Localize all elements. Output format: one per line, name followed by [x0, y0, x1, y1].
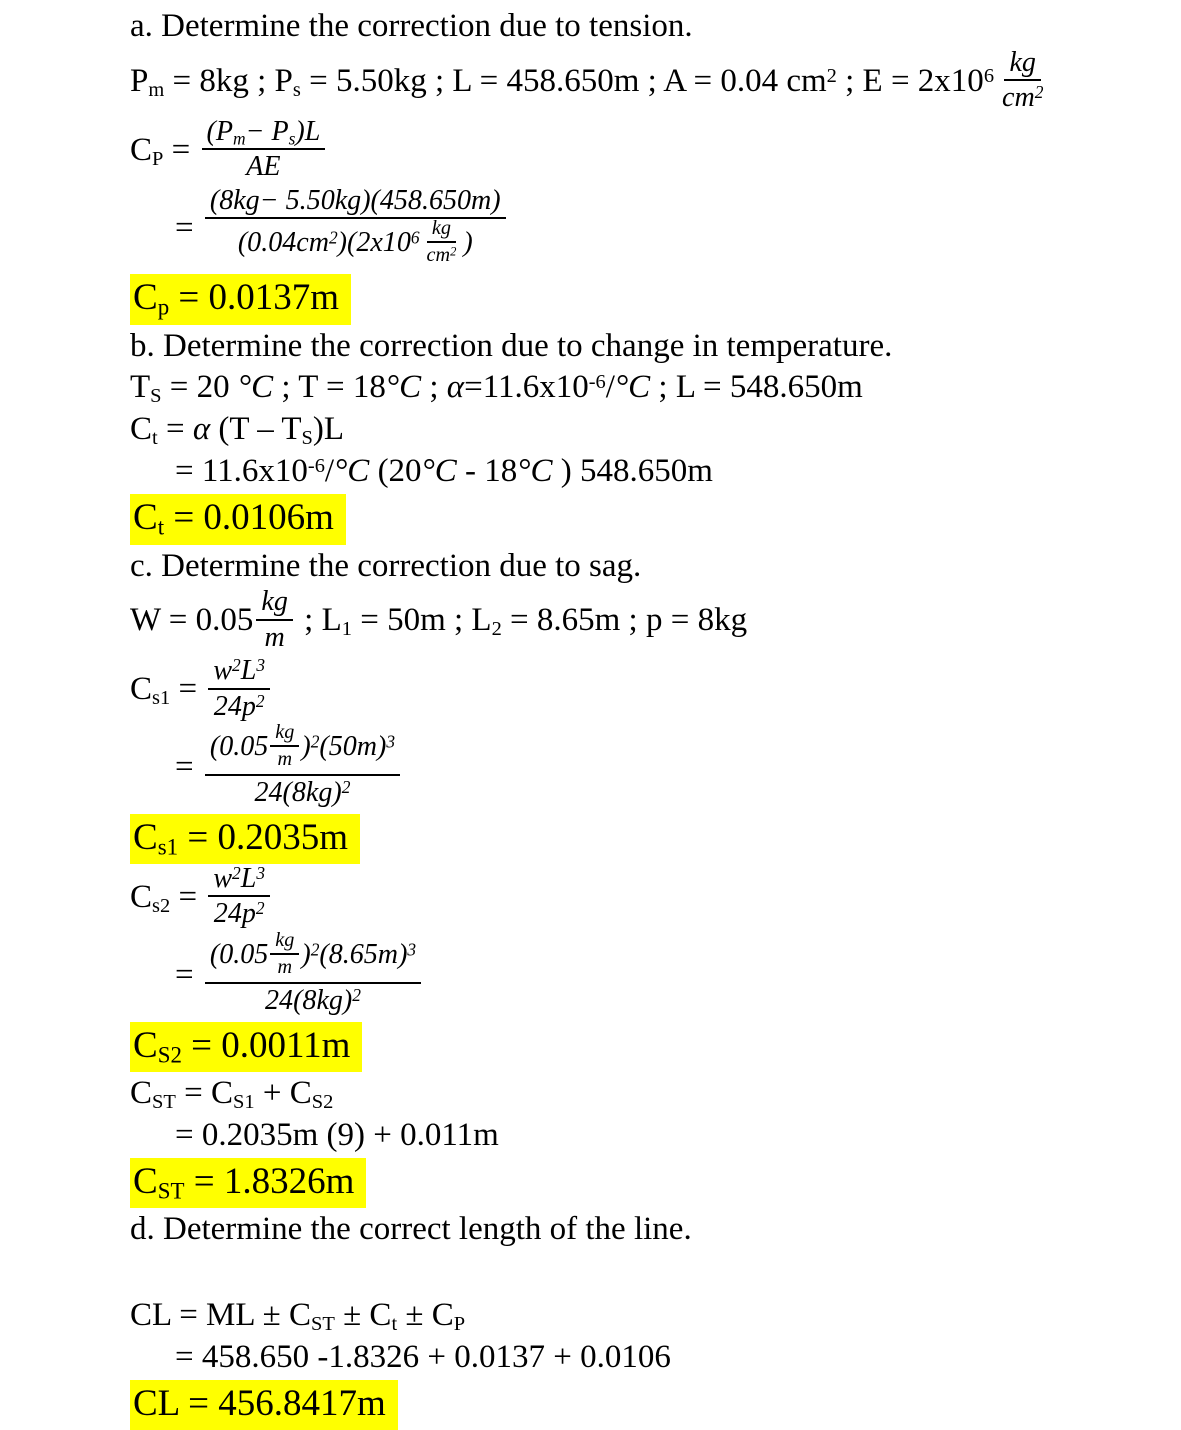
result-cs2-highlight: $C_{S2} = 0.0011m$	[130, 1022, 362, 1072]
section-b-temperature	[130, 326, 1163, 545]
section-a-tension	[130, 6, 1163, 325]
result-cs1-highlight: $C_{s1} = 0.2035m$	[130, 814, 360, 864]
result-cl	[130, 1380, 1163, 1430]
substitution-cst: = 0.2035m (9) + 0.011m	[175, 1116, 499, 1153]
given-values-temperature: $T_S = 20$ °C ; T = 18°C ; $\alpha=11.6x10^{-6}/^\circ C$ ; L = 548.650m	[130, 369, 863, 408]
result-ct-highlight: $C_t = 0.0106m$	[130, 494, 346, 544]
formula-ct: $C_t = \alpha$ $(T - T_S)L$	[130, 411, 345, 450]
section-b-heading: b. Determine the correction due to change in temperature.	[130, 327, 893, 364]
formula-cst: $C_{ST} = C_{S1} + C_{S2}$	[130, 1074, 334, 1114]
substitution-cs2: = (0.05 $\frac{kg}{m}$ )$^2(8.65m)^3$ $24(8kg)^2$	[175, 935, 1163, 1020]
substitution-cl: = 458.650 -1.8326 + 0.0137 + 0.0106	[175, 1338, 671, 1375]
section-c-sag	[130, 546, 1163, 1209]
result-cs1	[130, 814, 1163, 864]
substitution-cp: = (8kg− 5.50kg)(458.650m) $(0.04cm^2)(2x10^6$ $\frac{kg}{cm^2}$ )	[175, 188, 1163, 273]
blank-line	[130, 1251, 1163, 1295]
formula-cp: $C_P$ = $\frac{(P_m- P_s)L}{AE}$	[130, 119, 1163, 186]
result-cs2	[130, 1022, 1163, 1072]
section-d-correct-length	[130, 1209, 1163, 1430]
given-values-sag: W = 0.05 $\frac{kg}{m}$ ; $L_1 = 50m$ ; $L_2 = 8.65m$ ; p = 8kg	[130, 586, 748, 653]
result-cst	[130, 1158, 1163, 1208]
formula-cs1: $C_{s1}$ = $\frac{w^2L^3}{24p^2}$	[130, 658, 1163, 725]
formula-cs2: $C_{s2}$ = $\frac{w^2L^3}{24p^2}$	[130, 866, 1163, 933]
result-cst-highlight: $C_{ST} = 1.8326m$	[130, 1158, 366, 1208]
result-cp-highlight: $C_p = 0.0137m$	[130, 274, 351, 324]
given-values-tension: $P_m = 8kg$ ; $P_s = 5.50kg$ ; L = 458.650m ; A = 0.04 $cm^2$ ; $E = 2x10^6$ $\frac{kg}{cm^2}$	[130, 46, 1044, 114]
formula-cl: CL = ML ± $C_{ST} \pm C_t \pm C_P$	[130, 1296, 466, 1336]
result-ct	[130, 494, 1163, 544]
section-a-heading: a. Determine the correction due to tension.	[130, 8, 693, 44]
result-cl-highlight: CL = 456.8417m	[130, 1380, 398, 1430]
section-d-heading: d. Determine the correct length of the line.	[130, 1211, 692, 1248]
result-cp	[130, 274, 1163, 324]
section-c-heading: c. Determine the correction due to sag.	[130, 547, 642, 584]
substitution-cs1: = (0.05 $\frac{kg}{m}$ )$^2(50m)^3$ $24(8kg)^2$	[175, 727, 1163, 812]
substitution-ct: = $11.6x10^{-6}/^\circ C$ (20°C - 18°C ) 548.650m	[175, 453, 713, 490]
